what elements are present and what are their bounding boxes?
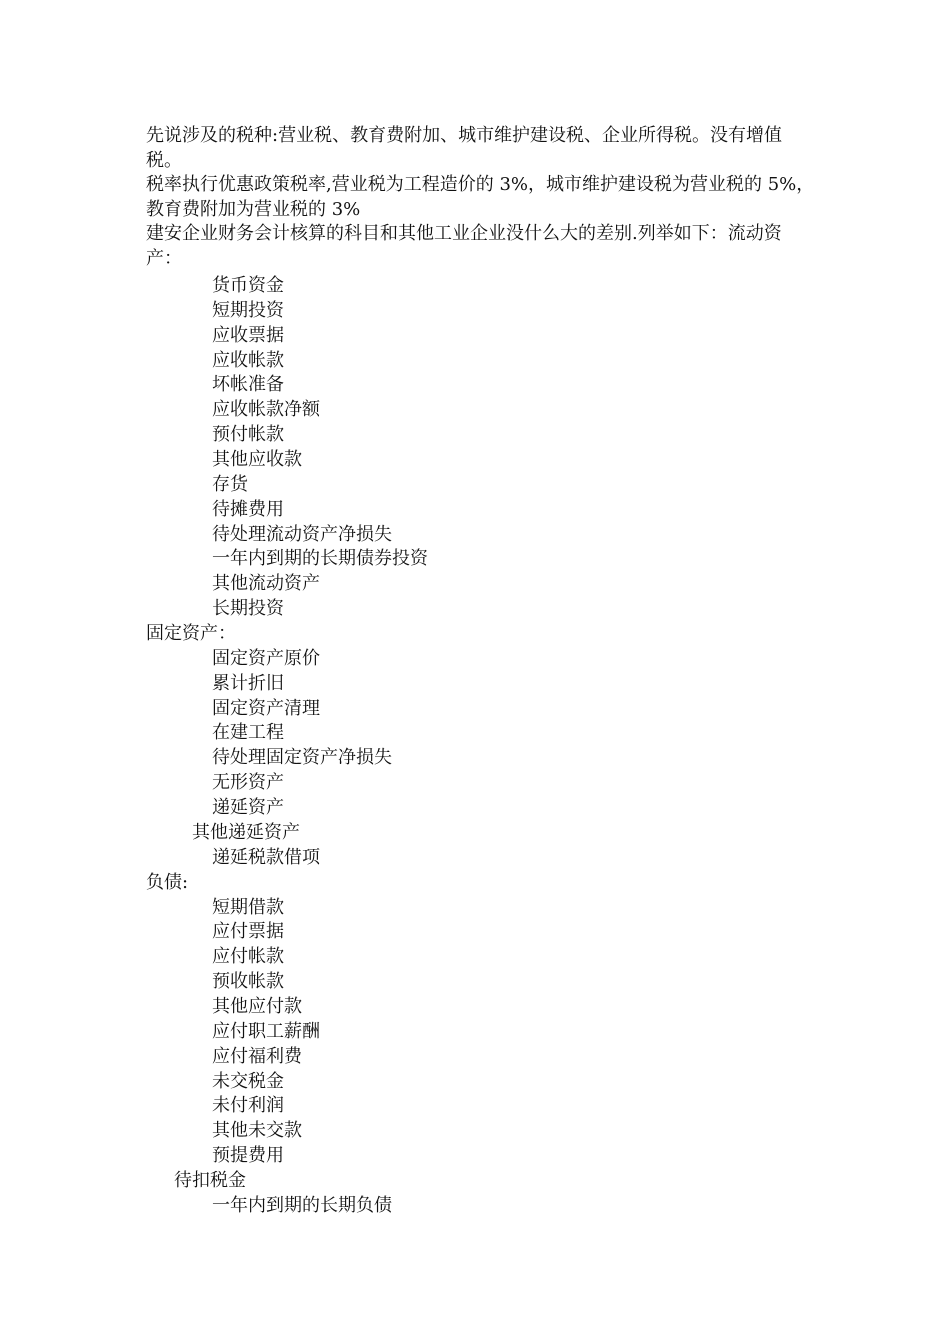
current-asset-item: 长期投资: [212, 598, 284, 619]
liability-item: 短期借款: [212, 897, 284, 918]
current-asset-item: 一年内到期的长期债券投资: [212, 548, 428, 569]
current-asset-item: 应收帐款净额: [212, 399, 320, 420]
fixed-asset-item: 固定资产清理: [212, 698, 320, 719]
liability-item: 待扣税金: [174, 1170, 246, 1191]
liability-item: 其他应付款: [212, 996, 302, 1017]
liability-item: 预收帐款: [212, 971, 284, 992]
fixed-assets-heading: 固定资产：: [146, 623, 236, 644]
liability-item: 应付福利费: [212, 1046, 302, 1067]
fixed-asset-item: 固定资产原价: [212, 648, 320, 669]
liability-item: 预提费用: [212, 1145, 284, 1166]
fixed-asset-item: 累计折旧: [212, 673, 284, 694]
current-asset-item: 其他流动资产: [212, 573, 320, 594]
current-asset-item: 短期投资: [212, 300, 284, 321]
current-asset-item: 坏帐准备: [212, 374, 284, 395]
intro-paragraph-accounts: 建安企业财务会计核算的科目和其他工业企业没什么大的差别.列举如下：流动资产：: [146, 223, 782, 269]
current-asset-item: 待处理流动资产净损失: [212, 524, 392, 545]
current-asset-item: 应收帐款: [212, 350, 284, 371]
liability-item: 应付帐款: [212, 946, 284, 967]
current-asset-item: 其他应收款: [212, 449, 302, 470]
current-asset-item: 货币资金: [212, 275, 284, 296]
fixed-asset-item: 待处理固定资产净损失: [212, 747, 392, 768]
liability-item: 其他未交款: [212, 1120, 302, 1141]
liabilities-heading: 负债:: [146, 872, 189, 893]
liability-item: 应付票据: [212, 921, 284, 942]
fixed-asset-item: 递延资产: [212, 797, 284, 818]
fixed-asset-item: 在建工程: [212, 722, 284, 743]
current-asset-item: 预付帐款: [212, 424, 284, 445]
liability-item: 一年内到期的长期负债: [212, 1195, 392, 1216]
intro-paragraph-tax-rates: 税率执行优惠政策税率,营业税为工程造价的 3%，城市维护建设税为营业税的 5%，教育费附加为营业税的 3%: [146, 174, 815, 220]
current-asset-item: 待摊费用: [212, 499, 284, 520]
liability-item: 应付职工薪酬: [212, 1021, 320, 1042]
fixed-asset-item: 递延税款借项: [212, 847, 320, 868]
current-asset-item: 存货: [212, 474, 248, 495]
fixed-asset-item: 无形资产: [212, 772, 284, 793]
intro-paragraph-tax-types: 先说涉及的税种:营业税、教育费附加、城市维护建设税、企业所得税。没有增值税。: [146, 125, 783, 171]
fixed-asset-item: 其他递延资产: [192, 822, 300, 843]
liability-item: 未付利润: [212, 1095, 284, 1116]
liability-item: 未交税金: [212, 1071, 284, 1092]
current-asset-item: 应收票据: [212, 325, 284, 346]
